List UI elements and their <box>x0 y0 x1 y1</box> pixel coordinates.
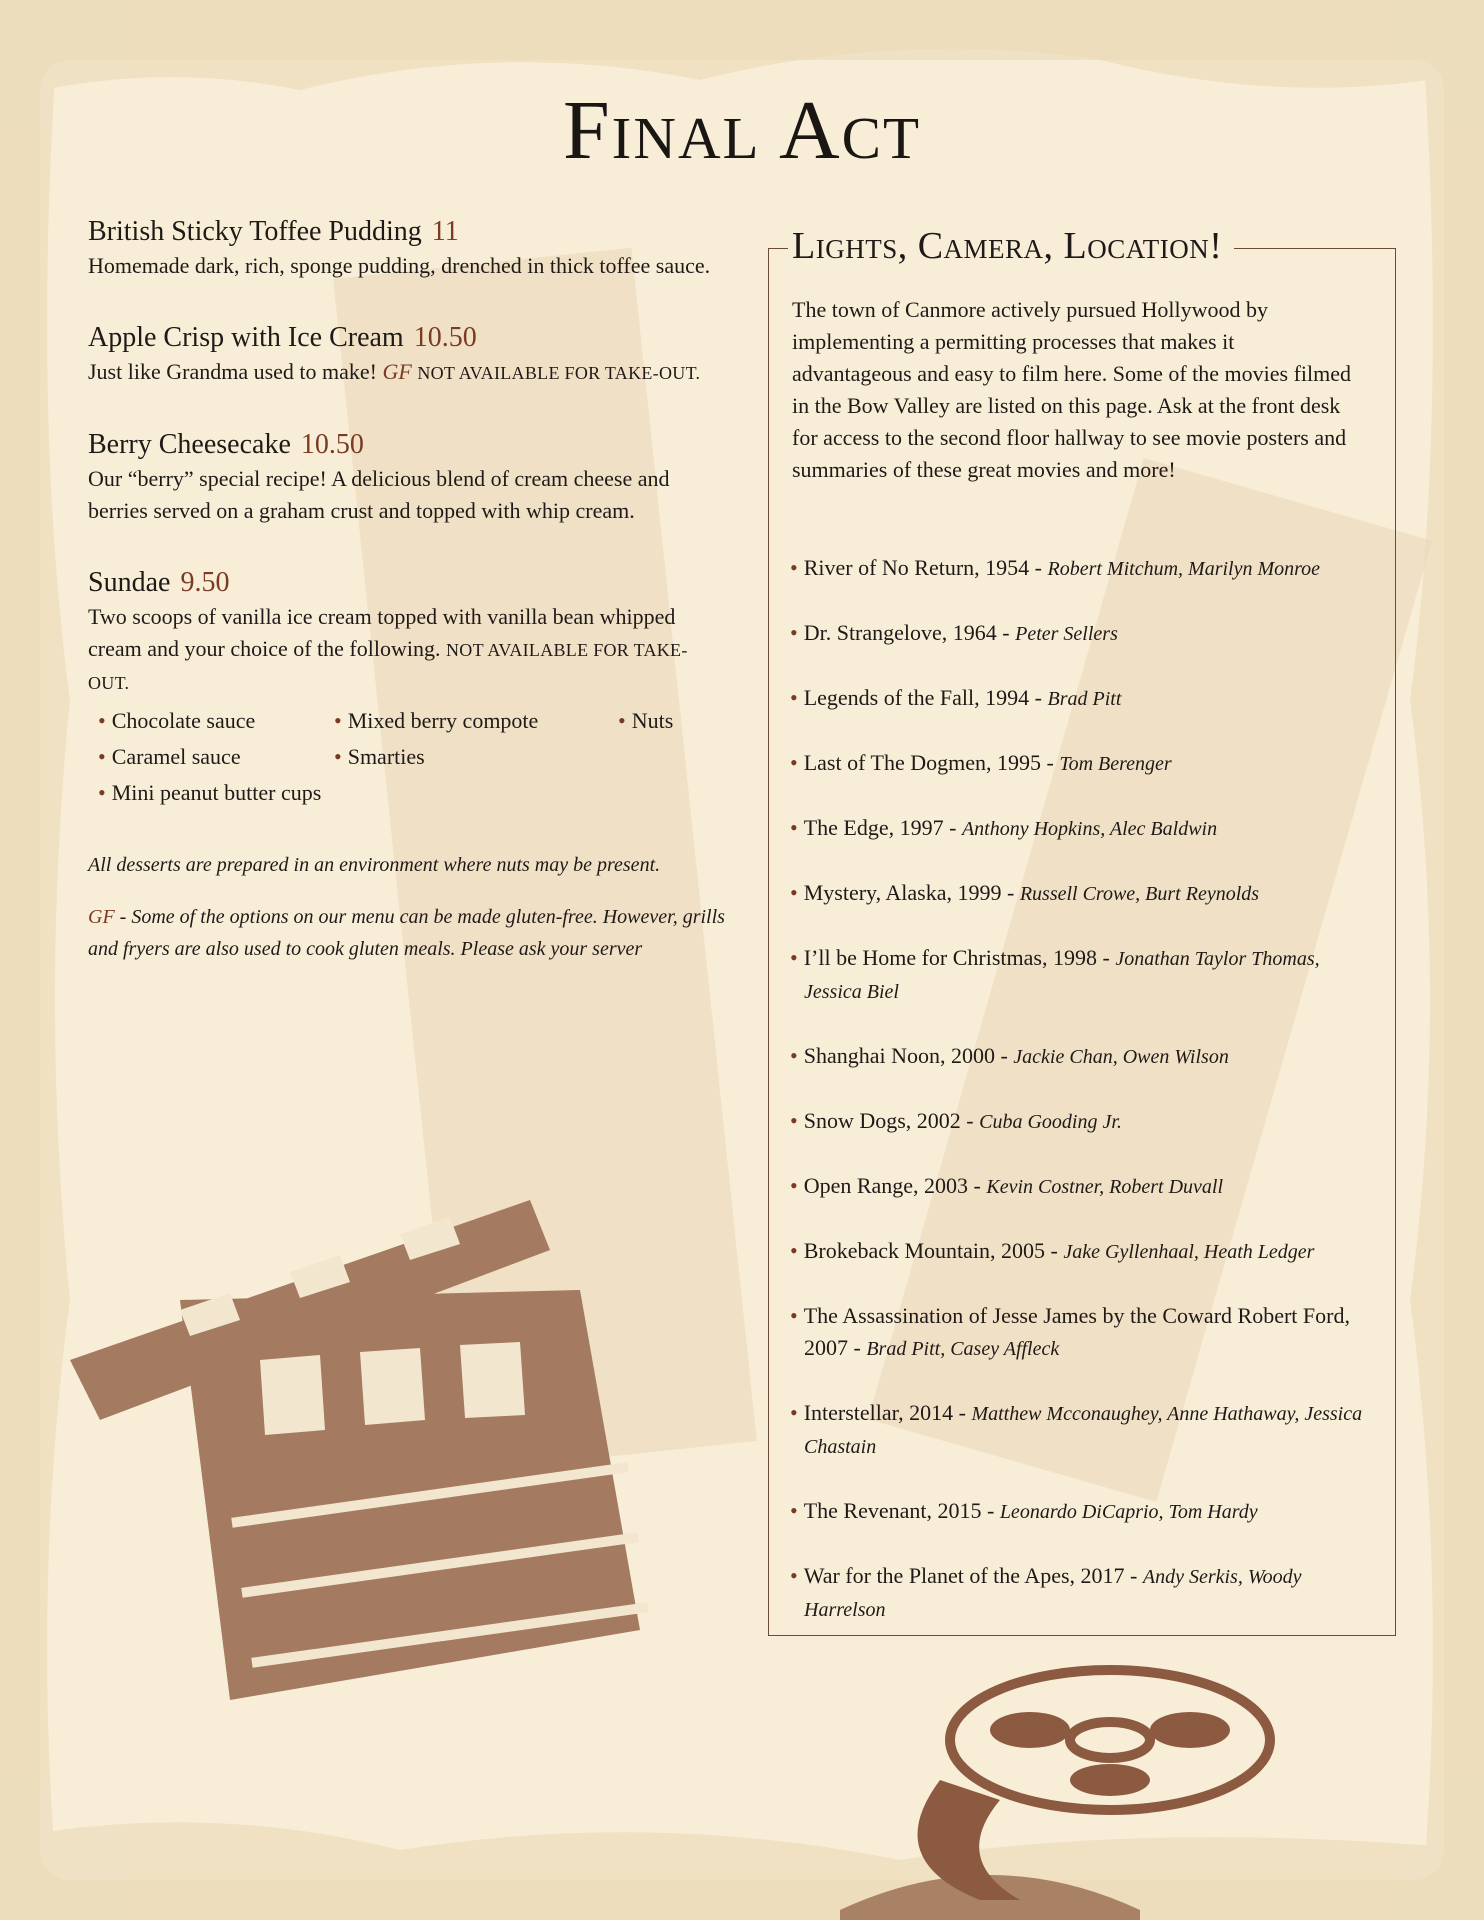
takeout-note: NOT AVAILABLE FOR TAKE-OUT. <box>88 640 688 693</box>
movie-list-item <box>790 942 1370 1008</box>
bullet-icon: • <box>334 708 342 733</box>
list-item: • Smarties <box>334 744 425 769</box>
movie-list-item <box>790 617 1370 650</box>
bullet-icon: • <box>790 815 798 840</box>
item-price: 11 <box>431 216 459 247</box>
bullet-icon: • <box>618 708 626 733</box>
item-description <box>88 356 728 389</box>
movie-list <box>790 552 1370 1658</box>
list-item: • Chocolate sauce <box>98 708 256 733</box>
movie-actors: Anthony Hopkins, Alec Baldwin <box>961 818 1218 840</box>
movie-title: I’ll be Home for Christmas, 1998 - <box>803 945 1116 970</box>
movie-title: Open Range, 2003 - <box>803 1173 987 1198</box>
bullet-icon: • <box>790 620 798 645</box>
movie-list-item <box>790 1105 1370 1138</box>
bullet-icon: • <box>98 780 106 805</box>
bullet-icon: • <box>790 555 798 580</box>
toppings-list <box>98 703 728 811</box>
movie-list-item <box>790 1235 1370 1268</box>
allergy-note: All desserts are prepared in an environment where nuts may be present. <box>88 854 661 876</box>
item-name: Berry Cheesecake <box>88 429 291 460</box>
gluten-free-note <box>88 901 728 965</box>
takeout-note: NOT AVAILABLE FOR TAKE-OUT. <box>417 363 701 383</box>
movie-actors: Jake Gyllenhaal, Heath Ledger <box>1063 1241 1315 1263</box>
movie-title: The Revenant, 2015 - <box>803 1498 1000 1523</box>
item-description: Our “berry” special recipe! A delicious blend of cream cheese and berries served on a graham crust and topped with whip cream. <box>88 466 670 523</box>
movie-actors: Leonardo DiCaprio, Tom Hardy <box>999 1501 1258 1523</box>
movie-title: Snow Dogs, 2002 - <box>803 1108 980 1133</box>
movie-title: Interstellar, 2014 - <box>803 1400 972 1425</box>
movie-actors: Kevin Costner, Robert Duvall <box>986 1176 1224 1198</box>
movie-list-item <box>790 1170 1370 1203</box>
item-description-text: Just like Grandma used to make! <box>88 359 377 384</box>
bullet-icon: • <box>790 1108 798 1133</box>
bullet-icon: • <box>790 1303 798 1328</box>
clapperboard-icon <box>60 1130 680 1750</box>
movie-list-item <box>790 1397 1370 1463</box>
gf-tag: GF <box>88 906 115 928</box>
item-description-text: Two scoops of vanilla ice cream topped with vanilla bean whipped cream and your choice of the following. <box>88 604 676 661</box>
movie-list-item <box>790 877 1370 910</box>
bullet-icon: • <box>790 1173 798 1198</box>
dessert-list <box>88 214 728 965</box>
movie-actors: Tom Berenger <box>1059 753 1172 775</box>
item-description: Homemade dark, rich, sponge pudding, drenched in thick toffee sauce. <box>88 253 711 278</box>
movie-actors: Matthew Mcconaughey, Anne Hathaway, Jessica Chastain <box>804 1403 1363 1458</box>
movie-actors: Jackie Chan, Owen Wilson <box>1013 1046 1229 1068</box>
movie-actors: Brad Pitt, Casey Affleck <box>866 1338 1060 1360</box>
item-price: 10.50 <box>413 322 477 353</box>
bullet-icon: • <box>790 1043 798 1068</box>
movie-list-item <box>790 552 1370 585</box>
item-name: Apple Crisp with Ice Cream <box>88 322 404 353</box>
page-title: Final Act <box>562 84 922 177</box>
movie-actors: Cuba Gooding Jr. <box>979 1111 1122 1133</box>
movie-list-item <box>790 812 1370 845</box>
movie-title: Dr. Strangelove, 1964 - <box>803 620 1016 645</box>
bullet-icon: • <box>790 1400 798 1425</box>
bullet-icon: • <box>790 1498 798 1523</box>
menu-item <box>88 320 728 389</box>
bullet-icon: • <box>790 750 798 775</box>
bullet-icon: • <box>790 945 798 970</box>
menu-item <box>88 565 728 811</box>
movie-list-item <box>790 682 1370 715</box>
bullet-icon: • <box>790 880 798 905</box>
movie-title: Legends of the Fall, 1994 - <box>803 685 1048 710</box>
movie-list-item <box>790 1300 1370 1365</box>
movie-actors: Jonathan Taylor Thomas, Jessica Biel <box>804 948 1320 1003</box>
locations-intro: The town of Canmore actively pursued Hollywood by implementing a permitting processes that makes it advantageous and easy to film here. Some of the movies filmed in the Bow Valley are listed on this page. Ask at the front desk for access to the second floor hallway to see movie posters and summaries of these great movies and more! <box>792 297 1352 482</box>
item-name: British Sticky Toffee Pudding <box>88 216 422 247</box>
bullet-icon: • <box>790 1238 798 1263</box>
item-price: 9.50 <box>180 567 230 598</box>
movie-actors: Andy Serkis, Woody Harrelson <box>804 1566 1302 1621</box>
movie-actors: Robert Mitchum, Marilyn Monroe <box>1047 558 1321 580</box>
locations-title: Lights, Camera, Location! <box>788 224 1234 268</box>
movie-title: River of No Return, 1954 - <box>803 555 1048 580</box>
movie-actors: Peter Sellers <box>1015 623 1118 645</box>
menu-item <box>88 214 728 282</box>
gluten-free-text: - Some of the options on our menu can be made gluten-free. However, grills and fryers are also used to cook gluten meals. Please ask your server <box>88 906 725 960</box>
movie-list-item <box>790 1040 1370 1073</box>
movie-title: Last of The Dogmen, 1995 - <box>803 750 1060 775</box>
list-item: • Caramel sauce <box>98 744 241 769</box>
movie-title: Shanghai Noon, 2000 - <box>803 1043 1014 1068</box>
movie-title: The Assassination of Jesse James by the Coward Robert Ford, 2007 - <box>803 1303 1350 1360</box>
bullet-icon: • <box>98 708 106 733</box>
movie-actors: Russell Crowe, Burt Reynolds <box>1019 883 1260 905</box>
movie-list-item <box>790 747 1370 780</box>
list-item: • Mixed berry compote <box>334 708 539 733</box>
list-item: • Nuts <box>618 708 674 733</box>
gf-tag: GF <box>382 359 412 384</box>
bullet-icon: • <box>98 744 106 769</box>
list-item: • Mini peanut butter cups <box>98 780 322 805</box>
film-reel-icon <box>840 1660 1360 1920</box>
movie-title: War for the Planet of the Apes, 2017 - <box>803 1563 1143 1588</box>
movie-list-item <box>790 1495 1370 1528</box>
movie-title: The Edge, 1997 - <box>803 815 962 840</box>
bullet-icon: • <box>790 685 798 710</box>
item-name: Sundae <box>88 567 171 598</box>
movie-actors: Brad Pitt <box>1047 688 1122 710</box>
item-price: 10.50 <box>300 429 364 460</box>
list-spacer <box>618 739 738 775</box>
movie-title: Brokeback Mountain, 2005 - <box>803 1238 1064 1263</box>
movie-list-item <box>790 1560 1370 1626</box>
item-description <box>88 601 728 699</box>
bullet-icon: • <box>334 744 342 769</box>
bullet-icon: • <box>790 1563 798 1588</box>
menu-item <box>88 427 728 527</box>
movie-title: Mystery, Alaska, 1999 - <box>803 880 1020 905</box>
